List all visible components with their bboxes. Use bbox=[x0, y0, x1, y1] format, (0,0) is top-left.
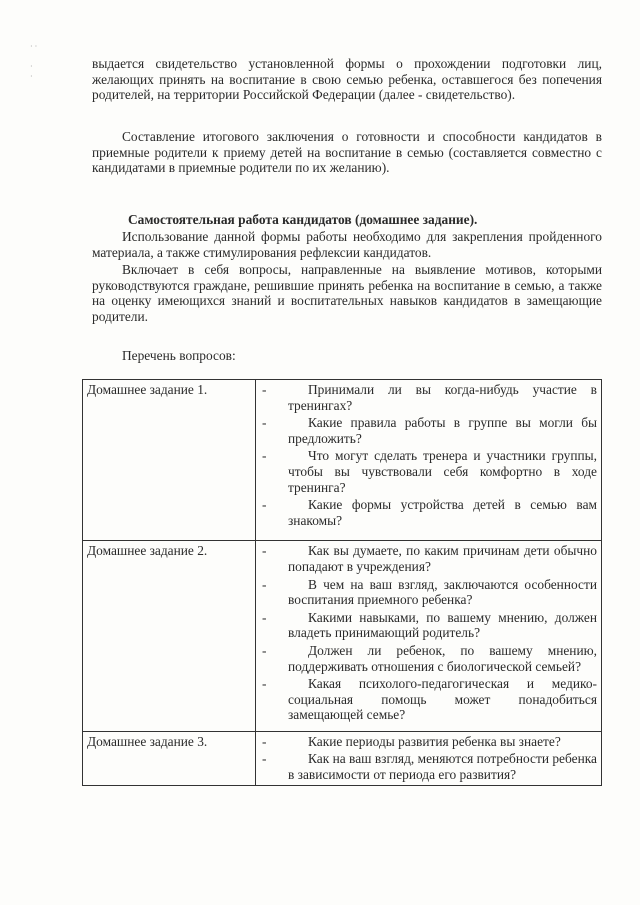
homework-label: Домашнее задание 2. bbox=[83, 541, 256, 732]
questions-cell bbox=[256, 731, 602, 785]
questions-cell bbox=[256, 380, 602, 541]
list-item: - Какими навыками, по вашему мнению, должен владеть принимающий родитель? bbox=[262, 609, 597, 641]
scan-marks: · · · · bbox=[30, 42, 38, 81]
table-row bbox=[83, 731, 602, 785]
homework-label: Домашнее задание 1. bbox=[83, 380, 256, 541]
list-item: - Что могут сделать тренера и участники группы, чтобы вы чувствовали себя комфортно в ходе тренинга? bbox=[262, 448, 597, 495]
list-item: - Какая психолого-педагогическая и медико-социальная помощь может понадобиться замещающей семье? bbox=[262, 676, 597, 723]
paragraph-contents: Включает в себя вопросы, направленные на выявление мотивов, которыми руководствуются граждане, решившие принять ребенка на воспитание в семью, а также на оценку имеющихся знаний и воспитательных навыков кандидатов в замещающие родители. bbox=[92, 262, 602, 324]
homework-label: Домашнее задание 3. bbox=[83, 731, 256, 785]
list-item: - Должен ли ребенок, по вашему мнению, поддерживать отношения с биологической семьей? bbox=[262, 642, 597, 674]
paragraph-final-conclusion: Составление итогового заключения о готовности и способности кандидатов в приемные родители к приему детей на воспитание в семью (составляется совместно с кандидатами в приемные родители по их желанию). bbox=[92, 129, 602, 176]
list-item: - В чем на ваш взгляд, заключаются особенности воспитания приемного ребенка? bbox=[262, 576, 597, 608]
question-list-title: Перечень вопросов: bbox=[122, 348, 236, 363]
paragraph-certificate: выдается свидетельство установленной формы о прохождении подготовки лиц, желающих принять на воспитание в свою семью ребенка, оставшегося без попечения родителей, на территории Российской Федерации (далее - свидетельство). bbox=[92, 56, 602, 103]
homework-table bbox=[82, 379, 602, 786]
questions-cell bbox=[256, 541, 602, 732]
list-item: - Какие формы устройства детей в семью вам знакомы? bbox=[262, 497, 597, 528]
list-item: - Принимали ли вы когда-нибудь участие в тренингах? bbox=[262, 382, 597, 413]
list-item: - Какие периоды развития ребенка вы знаете? bbox=[262, 733, 561, 749]
section-heading-homework: Самостоятельная работа кандидатов (домашнее задание). bbox=[128, 212, 478, 227]
list-item: - Как на ваш взгляд, меняются потребности ребенка в зависимости от периода его развития? bbox=[262, 751, 597, 783]
list-item: - Как вы думаете, по каким причинам дети обычно попадают в учреждения? bbox=[262, 543, 597, 574]
list-item: - Какие правила работы в группе вы могли бы предложить? bbox=[262, 415, 597, 446]
table-row bbox=[83, 541, 602, 732]
paragraph-purpose: Использование данной формы работы необходимо для закрепления пройденного материала, а также стимулирования рефлексии кандидатов. bbox=[92, 229, 602, 260]
table-row bbox=[83, 380, 602, 541]
